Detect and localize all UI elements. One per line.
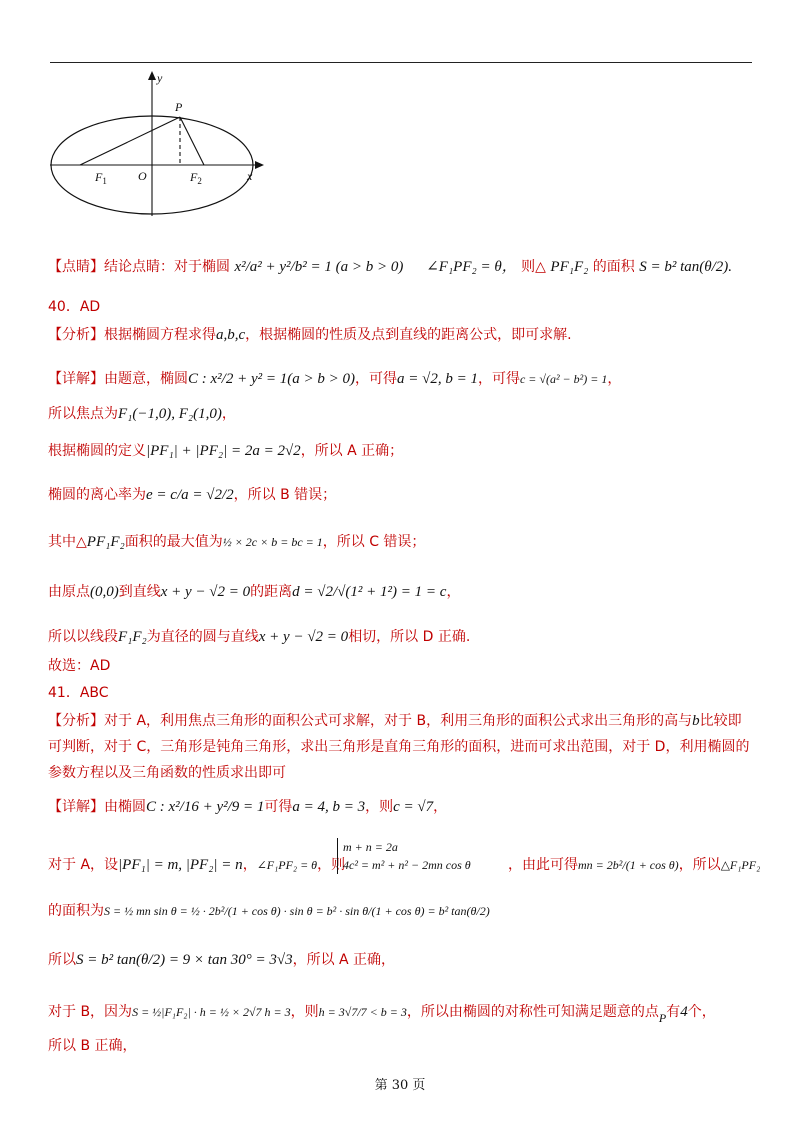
q40-fenxi: 【分析】根据椭圆方程求得a,b,c，根据椭圆的性质及点到直线的距离公式，即可求解. [48, 327, 572, 343]
dianjing-line: 【点睛】结论点睛：对于椭圆 x²/a² + y²/b² = 1 (a > b > 0) ∠F₁PF₂ = θ， 则△ PF₁F₂ 的面积 S = b² tan(θ/2). [48, 259, 733, 275]
q40-xiangjie: 【详解】由题意，椭圆C : x²/2 + y² = 1(a > b > 0)，可得a = √2, b = 1，可得c = √(a² − b²) = 1， [48, 371, 622, 387]
label-o: O [138, 169, 147, 183]
q40-number: 40．AD [48, 299, 101, 315]
dianjing-ellipse: x²/a² + y²/b² = 1 (a > b > 0) [234, 259, 404, 275]
q40-foci: 所以焦点为F₁(−1,0), F₂(1,0)， [48, 406, 236, 422]
q41-so: 所以S = b² tan(θ/2) = 9 × tan 30° = 3√3，所以 A 正确， [48, 952, 396, 968]
label-p: P [175, 100, 183, 114]
q40-definition: 根据椭圆的定义|PF₁| + |PF₂| = 2a = 2√2，所以 A 正确； [48, 443, 404, 459]
ellipse-figure [44, 70, 269, 220]
x-axis [50, 161, 264, 169]
top-rule [50, 62, 752, 63]
q41-fenxi-3: 参数方程以及三角函数的性质求出即可 [48, 765, 286, 781]
page-number: 第 30 页 [374, 1078, 426, 1093]
q41-fenxi-2: 可判断，对于 C，三角形是钝角三角形，求出三角形是直角三角形的面积，进而可求出范围，对于 D，利用椭圆的 [48, 739, 750, 755]
q41-fenxi-1: 【分析】对于 A，利用焦点三角形的面积公式可求解，对于 B，利用三角形的面积公式求出三角形的高与b比较即 [48, 713, 742, 729]
y-axis [148, 71, 156, 216]
segment-p-f2 [180, 117, 204, 165]
q41-number: 41．ABC [48, 685, 109, 701]
q41-part-a-cont: ，由此可得mn = 2b²/(1 + cos θ)，所以△F₁PF₂ [508, 857, 761, 873]
dianjing-angle: ∠F₁PF₂ = θ， [426, 259, 517, 275]
label-f1: $F_1$ [95, 170, 107, 186]
dianjing-area: S = b² tan(θ/2). [639, 259, 733, 275]
q40-distance: 由原点(0,0)到直线x + y − √2 = 0的距离d = √2/√(1² + 1²) = 1 = c， [48, 584, 461, 600]
label-y: y [157, 71, 163, 85]
q41-xiangjie: 【详解】由椭圆C : x²/16 + y²/9 = 1可得a = 4, b = 3，则c = √7， [48, 799, 448, 815]
label-f2: $F_2$ [190, 170, 202, 186]
q41-b-conclusion: 所以 B 正确， [48, 1038, 137, 1054]
q40-tangent: 所以以线段F₁F₂为直径的圆与直线x + y − √2 = 0相切，所以 D 正确. [48, 629, 471, 645]
q41-equation-system: m + n = 2a 4c² = m² + n² − 2mn cos θ [337, 838, 471, 874]
q41-area: 的面积为S = ½ mn sin θ = ½ · 2b²/(1 + cos θ) · sin θ = b² · sin θ/(1 + cos θ) = b² tan(θ/2) [48, 903, 490, 919]
q40-answer: 故选：AD [48, 658, 111, 674]
q40-max-area: 其中△PF₁F₂面积的最大值为½ × 2c × b = bc = 1，所以 C 错误； [48, 534, 426, 550]
q41-part-b: 对于 B，因为S = ½|F₁F₂| · h = ½ × 2√7 h = 3，则h = 3√7/7 < b = 3，所以由椭圆的对称性可知满足题意的点P有4个， [48, 1004, 716, 1025]
q40-eccentricity: 椭圆的离心率为e = c/a = √2/2，所以 B 错误； [48, 487, 337, 503]
label-x: x [247, 169, 253, 183]
q41-part-a: 对于 A，设|PF₁| = m, |PF₂| = n，∠F₁PF₂ = θ，则 [48, 857, 346, 873]
